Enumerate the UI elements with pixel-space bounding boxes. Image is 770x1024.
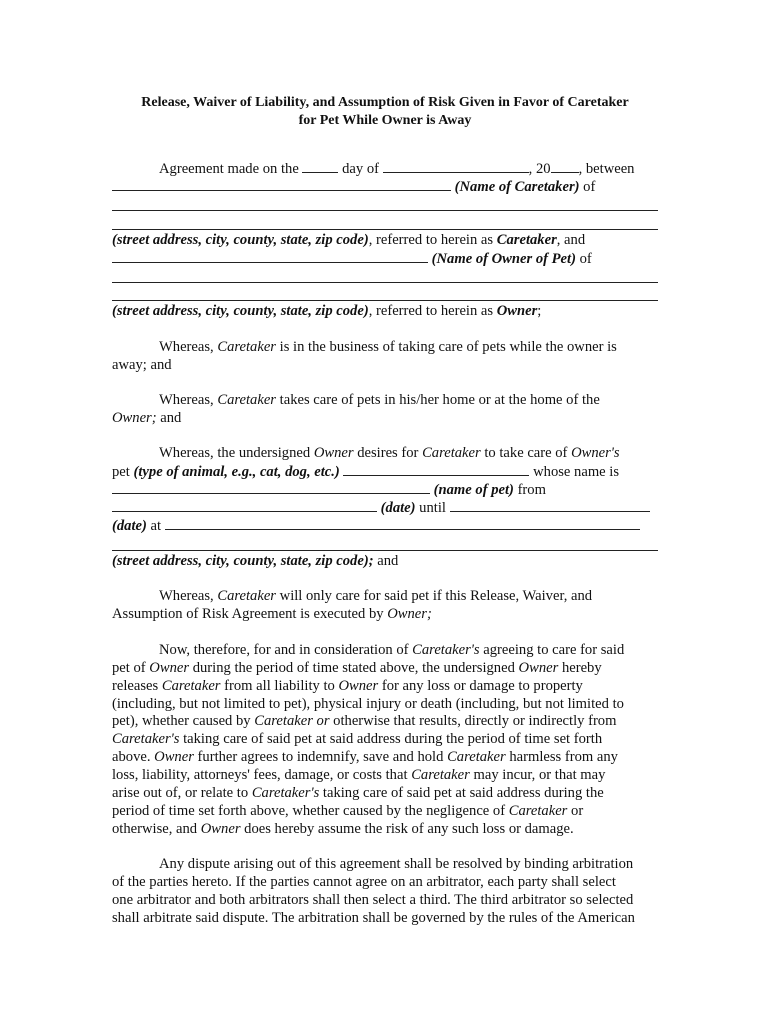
release-text: taking care of said pet at said address during the	[322, 785, 604, 801]
whereas3-mid2: to take care of	[484, 445, 568, 461]
care-address-blank[interactable]	[165, 516, 640, 530]
whereas-word: Whereas,	[159, 339, 214, 355]
whereas3-line-6	[112, 552, 658, 570]
document-title-line-1: Release, Waiver of Liability, and Assumption of Risk Given in Favor of Caretaker	[141, 95, 629, 110]
from-text: from	[517, 482, 546, 498]
release-line-1	[112, 641, 658, 659]
release-text: pet of	[112, 660, 146, 676]
caretakers-term: Caretaker's	[112, 731, 180, 747]
from-date-label: (date)	[380, 500, 416, 516]
owner-term: Owner	[496, 303, 538, 319]
caretaker-term: Caretaker	[447, 749, 506, 765]
release-text: period of time set forth above, whether caused by the negligence of	[112, 803, 506, 819]
owner-term: Owner	[338, 678, 379, 694]
caretaker-term: Caretaker	[161, 678, 221, 694]
owner-address-rule-1[interactable]	[112, 282, 658, 283]
release-text: otherwise that results, directly or indirectly from	[333, 713, 617, 729]
month-blank[interactable]	[383, 159, 529, 173]
arbitration-line-2: of the parties hereto. If the parties cannot agree on an arbitrator, each party shall select	[112, 874, 616, 890]
release-line-2	[112, 659, 658, 677]
pet-name-blank[interactable]	[112, 480, 430, 494]
release-line-9	[112, 784, 658, 802]
care-address-rule[interactable]	[112, 550, 658, 551]
release-text: for any loss or damage to property	[381, 678, 583, 694]
referred-text: , referred to herein as	[368, 232, 494, 248]
whereas3-line-5	[112, 516, 658, 535]
release-text: hereby	[561, 660, 602, 676]
referred-text: , referred to herein as	[368, 303, 494, 319]
owner-address-rule-2[interactable]	[112, 300, 658, 301]
caretaker-address-rule-2[interactable]	[112, 229, 658, 230]
whereas-word: Whereas,	[159, 588, 214, 604]
release-text: agreeing to care for said	[483, 642, 625, 658]
and-text: and	[377, 553, 399, 569]
release-text: releases	[112, 678, 159, 694]
release-text: further agrees to indemnify, save and hold	[197, 749, 444, 765]
arbitration-line-3: one arbitrator and both arbitrators shall then select a third. The third arbitrator so selected	[112, 892, 634, 908]
whereas4-line-2	[112, 605, 658, 623]
owner-name-label: (Name of Owner of Pet)	[431, 251, 576, 267]
release-text: or	[571, 803, 584, 819]
animal-type-label: (type of animal, e.g., cat, dog, etc.)	[133, 464, 340, 480]
caretaker-term: Caretaker	[411, 767, 470, 783]
agreement-line-1	[112, 159, 658, 178]
release-text: may incur, or that may	[473, 767, 606, 783]
whose-name-text: whose name is	[533, 464, 620, 480]
owner-term: Owner	[154, 749, 194, 765]
whereas4-text-2: Assumption of Risk Agreement is executed by	[112, 606, 384, 622]
between-text: , between	[578, 161, 635, 177]
pet-word: pet	[112, 464, 130, 480]
caretaker-term: Caretaker	[508, 803, 568, 819]
whereas-word: Whereas,	[159, 392, 214, 408]
whereas1-text: is in the business of taking care of pets while the owner is	[279, 339, 617, 355]
semicolon: ;	[537, 303, 542, 319]
caretaker-term: Caretaker	[217, 588, 276, 604]
release-line-10	[112, 802, 658, 820]
arbitration-line-1: Any dispute arising out of this agreement shall be resolved by binding arbitration	[159, 856, 634, 872]
caretaker-term: Caretaker or	[254, 713, 330, 729]
caretakers-term: Caretaker's	[251, 785, 320, 801]
owner-term: Owner	[149, 660, 190, 676]
whereas3-mid: desires for	[357, 445, 419, 461]
caretaker-term: Caretaker	[422, 445, 481, 461]
agreement-line-4	[112, 249, 658, 268]
until-date-blank[interactable]	[450, 498, 650, 512]
agreement-line-2	[112, 177, 658, 196]
at-text: at	[150, 518, 162, 534]
whereas3-line-4	[112, 498, 658, 517]
agreement-line-5	[112, 302, 658, 320]
whereas4-text: will only care for said pet if this Release, Waiver, and	[279, 588, 593, 604]
owner-address-label: (street address, city, county, state, zip code)	[112, 303, 369, 319]
owner-term: Owner;	[112, 410, 157, 426]
release-text: harmless from any	[509, 749, 618, 765]
caretaker-term: Caretaker	[217, 339, 276, 355]
release-text: Now, therefore, for and in consideration of	[159, 642, 409, 658]
whereas3-text: Whereas, the undersigned	[159, 445, 311, 461]
release-line-6	[112, 730, 658, 748]
release-text: otherwise, and	[112, 821, 198, 837]
release-text: loss, liability, attorneys' fees, damage, or costs that	[112, 767, 408, 783]
whereas1-line-2: away; and	[112, 357, 172, 373]
whereas1-line-1	[112, 338, 658, 356]
release-line-3	[112, 677, 658, 695]
caretakers-term: Caretaker's	[412, 642, 480, 658]
from-date-blank[interactable]	[112, 498, 377, 512]
release-line-5	[112, 712, 658, 730]
day-of-text: day of	[342, 161, 380, 177]
release-text: from all liability to	[224, 678, 335, 694]
release-line-4: (including, but not limited to pet), physical injury or death (including, but not limited to	[112, 696, 624, 712]
and-text: and	[160, 410, 182, 426]
until-text: until	[419, 500, 446, 516]
caretaker-name-blank[interactable]	[112, 177, 451, 191]
release-text: above.	[112, 749, 151, 765]
whereas3-line-3	[112, 480, 658, 499]
whereas2-line-1	[112, 391, 658, 409]
of-text: of	[583, 179, 596, 195]
caretaker-address-label: (street address, city, county, state, zip code)	[112, 232, 369, 248]
release-line-7	[112, 748, 658, 766]
release-text: does hereby assume the risk of any such loss or damage.	[244, 821, 574, 837]
owner-term: Owner	[313, 445, 354, 461]
owner-term: Owner	[200, 821, 241, 837]
release-line-11	[112, 820, 658, 838]
release-line-8	[112, 766, 658, 784]
whereas2-text: takes care of pets in his/her home or at the home of the	[279, 392, 600, 408]
release-text: pet), whether caused by	[112, 713, 251, 729]
owner-term: Owner	[518, 660, 559, 676]
document-title-line-2: for Pet While Owner is Away	[298, 113, 472, 128]
owner-term: Owner;	[387, 606, 432, 622]
release-text: during the period of time stated above, the undersigned	[192, 660, 515, 676]
animal-type-blank[interactable]	[343, 462, 529, 476]
care-address-label: (street address, city, county, state, zip code);	[112, 553, 374, 569]
of-text: of	[579, 251, 592, 267]
whereas3-line-1	[112, 444, 658, 462]
owners-term: Owner's	[571, 445, 620, 461]
whereas2-line-2	[112, 409, 658, 427]
caretaker-term: Caretaker	[217, 392, 276, 408]
caretaker-name-label: (Name of Caretaker)	[454, 179, 580, 195]
and-text: , and	[556, 232, 586, 248]
until-date-label: (date)	[112, 518, 147, 534]
release-text: arise out of, or relate to	[112, 785, 249, 801]
year-blank[interactable]	[551, 159, 579, 173]
owner-name-blank[interactable]	[112, 249, 428, 263]
caretaker-term: Caretaker	[496, 232, 557, 248]
whereas4-line-1	[112, 587, 658, 605]
agreement-intro: Agreement made on the	[159, 161, 299, 177]
day-blank[interactable]	[302, 159, 338, 173]
whereas3-line-2	[112, 462, 658, 481]
release-text: taking care of said pet at said address during the period of time set forth	[183, 731, 603, 747]
pet-name-label: (name of pet)	[433, 482, 514, 498]
caretaker-address-rule-1[interactable]	[112, 210, 658, 211]
year-prefix: , 20	[528, 161, 551, 177]
arbitration-line-4: shall arbitrate said dispute. The arbitration shall be governed by the rules of the American	[112, 910, 635, 926]
agreement-line-3	[112, 231, 658, 249]
